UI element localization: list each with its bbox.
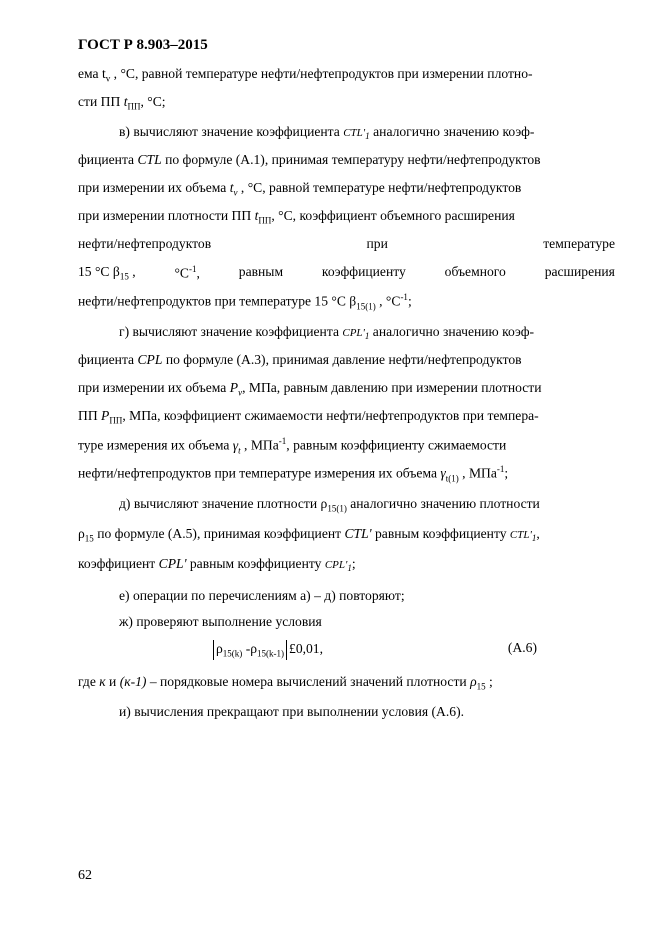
word-token: объемного (444, 264, 506, 279)
text-line: сти ПП $t_{ПП}$, °С; (78, 94, 166, 112)
text-line: туре измерения их объема $\gamma_t$ , МПа$^{-1}$, равным коэффициенту сжимаемости (78, 436, 507, 456)
text-line: нефти/нефтепродуктов при температуре 15 °С $\beta_{15(1)}$ , $^\circ С^{-1}$; (78, 292, 412, 312)
text-line: где к и (к-1) – порядковые номера вычислений значений плотности $\rho_{15}$ ; (78, 674, 493, 692)
text-line: е) операции по перечислениям а) – д) повторяют; (119, 588, 405, 603)
page-number: 62 (78, 868, 92, 883)
text-line: фициента CPL по формуле (А.3), принимая давление нефти/нефтепродуктов (78, 352, 522, 367)
abs-bar-left (213, 640, 214, 660)
abs-bar-right (286, 640, 287, 660)
text-line: и) вычисления прекращают при выполнении условия (А.6). (119, 704, 464, 719)
formula-rhs: £0,01, (289, 641, 323, 657)
text-line: ПП $P_{ПП}$, МПа, коэффициент сжимаемости нефти/нефтепродуктов при темпера- (78, 408, 539, 426)
word-token: нефти/нефтепродуктов (78, 236, 212, 251)
text-line-justified (78, 264, 615, 282)
formula-body: $\rho_{15(k)}$ $-\rho_{15(k-1)}$ (216, 641, 285, 659)
formula-expression (211, 640, 323, 660)
text-line: в) вычисляют значение коэффициента $CTL'_1$ аналогично значению коэф- (119, 124, 535, 142)
text-line: коэффициент CPL' равным коэффициенту $CPL'_1$; (78, 556, 356, 574)
text-line-justified (78, 236, 615, 252)
text-line: нефти/нефтепродуктов при температуре измерения их объема $\gamma_{t(1)}$ , МПа$^{-1}$; (78, 464, 509, 484)
text-line: фициента CTL по формуле (А.1), принимая температуру нефти/нефтепродуктов (78, 152, 541, 167)
document-header: ГОСТ Р 8.903–2015 (78, 37, 208, 53)
text-line: ема $t_v$ , °С, равной температуре нефти/нефтепродуктов при измерении плотно- (78, 66, 533, 84)
text-line: при измерении их объема $P_v$, МПа, равным давлению при измерении плотности (78, 380, 542, 398)
text-line: д) вычисляют значение плотности $\rho_{15(1)}$ аналогично значению плотности (119, 496, 540, 514)
text-line: г) вычисляют значение коэффициента $CPL'_1$ аналогично значению коэф- (119, 324, 535, 342)
word-token: расширения (544, 264, 615, 279)
word-token: температуре (543, 236, 615, 251)
word-token: равным (238, 264, 284, 279)
text-line: ж) проверяют выполнение условия (119, 614, 322, 629)
word-token: при (366, 236, 388, 251)
word-token: $^\circ С^{-1}$, (174, 264, 200, 281)
text-line: $\rho_{15}$ по формуле (А.5), принимая коэффициент CTL' равным коэффициенту $CTL'_1$, (78, 526, 540, 544)
equation-number: (А.6) (507, 640, 537, 655)
word-token: 15 °С $\beta_{15}$ , (78, 264, 136, 282)
text-line: при измерении их объема $t_v$ , °С, равной температуре нефти/нефтепродуктов (78, 180, 522, 198)
word-token: коэффициенту (321, 264, 406, 279)
text-line: при измерении плотности ПП $t_{ПП}$, °С, коэффициент объемного расширения (78, 208, 515, 226)
